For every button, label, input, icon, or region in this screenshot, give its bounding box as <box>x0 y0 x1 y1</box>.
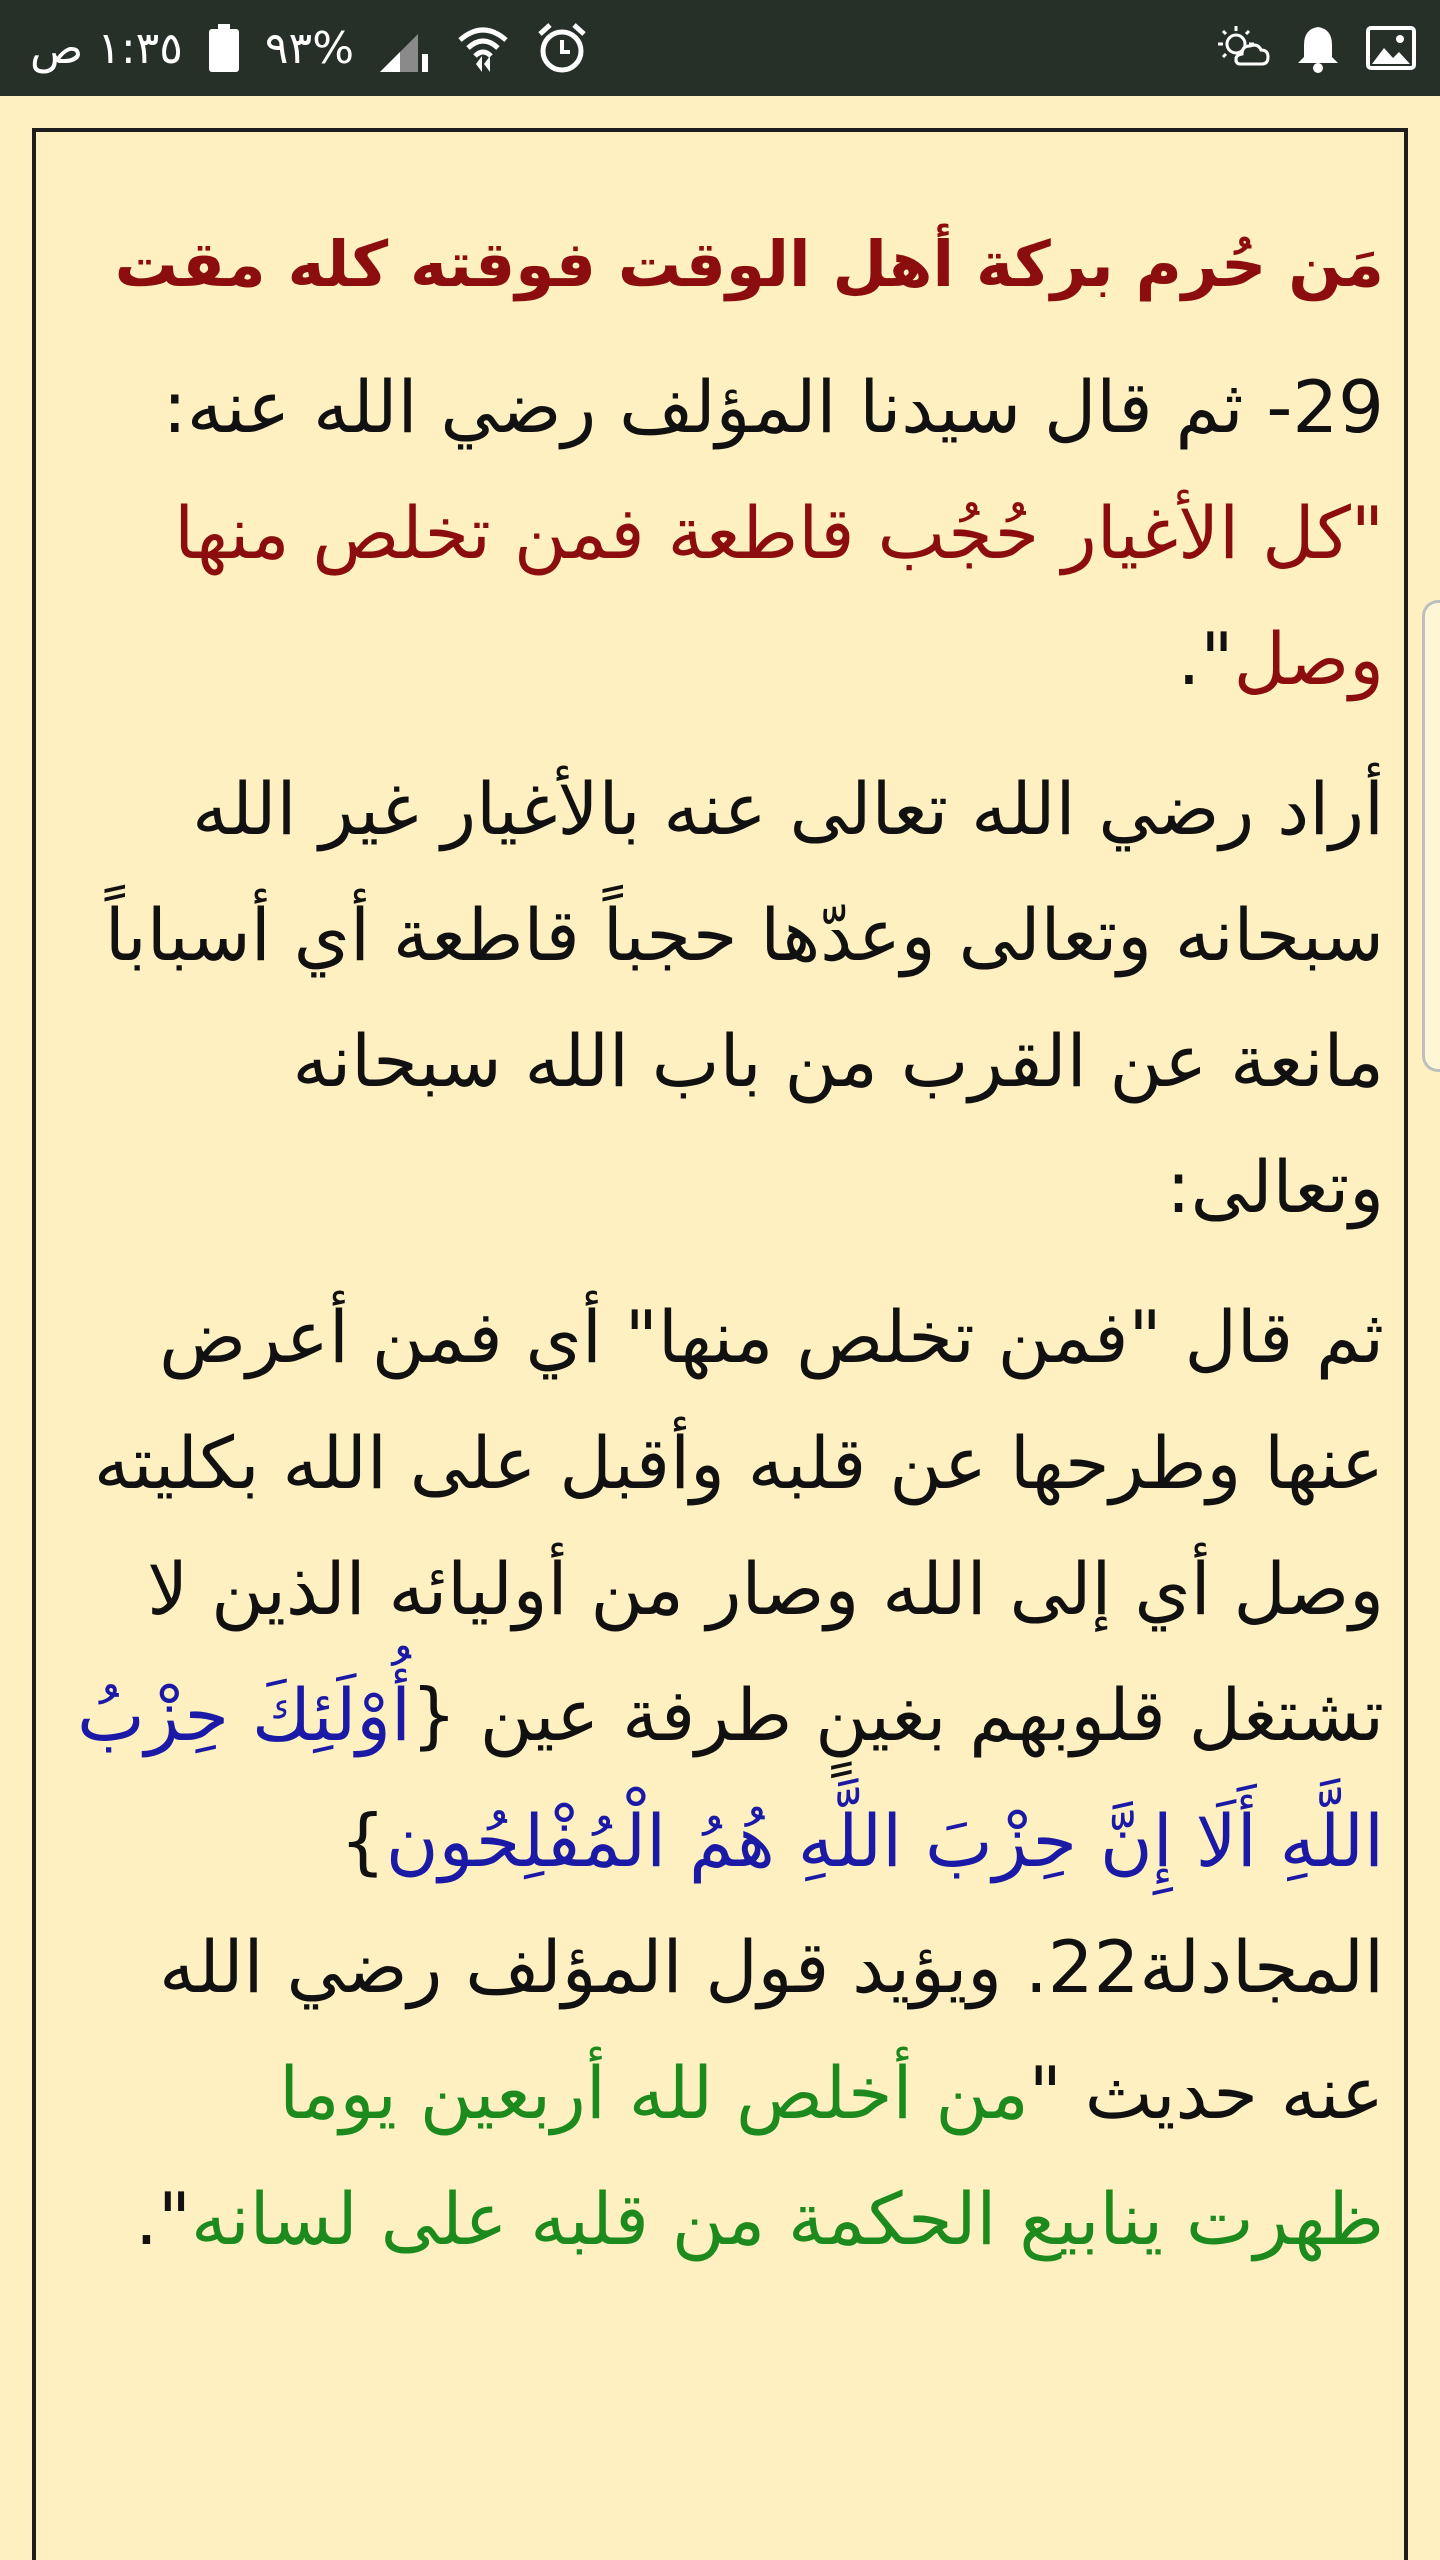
paragraph-1-intro: 29- ثم قال سيدنا المؤلف رضي الله عنه: <box>162 365 1384 449</box>
clock-time: ١:٣٥ ص <box>30 22 183 74</box>
paragraph-3-text-1: ثم قال "فمن تخلص منها" أي فمن أعرض عنها وطرحها عن قلبه وأقبل على الله بكليته وصل أي إلى الله وصار من أوليائه الذين لا تشتغل قلوبهم بغينٍ طرفة عين { <box>93 1295 1384 1757</box>
article-content <box>36 132 1404 2282</box>
wifi-icon <box>456 24 510 72</box>
article-page <box>32 128 1408 2560</box>
battery-percent: %٩٣ <box>264 22 354 74</box>
status-bar-left <box>30 22 588 74</box>
quote-close: ". <box>1177 617 1234 701</box>
image-icon <box>1366 26 1416 70</box>
hadith-close: ". <box>134 2177 191 2261</box>
quran-verse: أُوْلَئِكَ حِزْبُ اللَّهِ أَلَا إِنَّ حِزْبَ اللَّهِ هُمُ الْمُفْلِحُون <box>77 1673 1384 1883</box>
battery-icon <box>209 24 239 72</box>
scroll-handle[interactable] <box>1422 600 1440 1072</box>
status-bar <box>0 0 1440 96</box>
quote-text: "كل الأغيار حُجُب قاطعة فمن تخلص منها وصل <box>174 491 1384 701</box>
article-heading: مَن حُرم بركة أهل الوقت فوقته كله مقت <box>114 228 1384 301</box>
cellular-signal-icon <box>380 24 430 72</box>
weather-icon <box>1214 24 1270 72</box>
paragraph-3-text-2: } المجادلة22. ويؤيد قول المؤلف رضي الله عنه حديث " <box>159 1799 1384 2135</box>
paragraph-1 <box>76 344 1384 722</box>
hadith-text: من أخلص لله أربعين يوما ظهرت ينابيع الحكمة من قلبه على لسانه <box>190 2051 1384 2261</box>
paragraph-2: أراد رضي الله تعالى عنه بالأغيار غير الله سبحانه وتعالى وعدّها حجباً قاطعة أي أسباباً مانعة عن القرب من باب الله سبحانه وتعالى: <box>104 767 1384 1229</box>
notification-bell-icon <box>1296 23 1340 73</box>
alarm-clock-icon <box>536 22 588 74</box>
status-bar-right <box>1214 23 1416 73</box>
paragraph-3 <box>76 1274 1384 2282</box>
